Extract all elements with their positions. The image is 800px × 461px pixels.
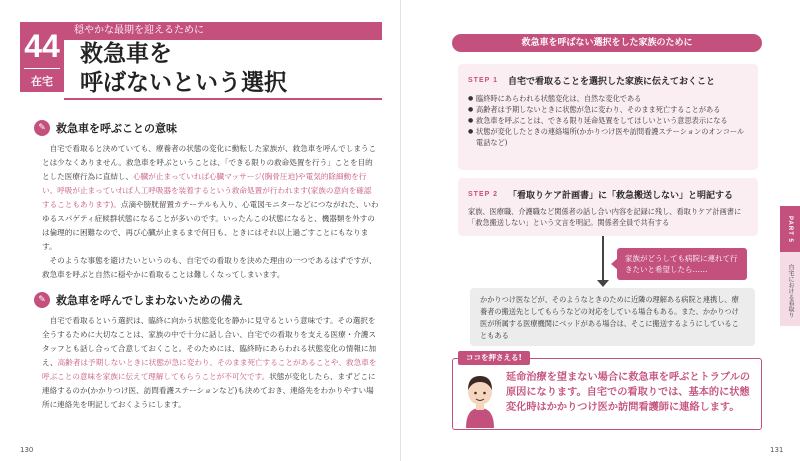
section-1-paragraph-1 (42, 142, 379, 254)
s2p1-text-a: 自宅で看取るという選択は、臨終に向かう状態変化を静かに見守るという意味です。その選択を全うするために大切なことは、家族の中で十分に話し合い、自宅での看取りを支える医療・介護スタッフとも話し合って合意しておくこと。そのためには、臨終時にあらわれる状態変化の情報に加え、 (42, 316, 377, 367)
page-title (80, 40, 287, 98)
down-arrow-icon (597, 280, 609, 287)
step-1-bullets (468, 93, 748, 148)
subtitle-bar: 穏やかな最期を迎えるために (64, 22, 382, 40)
s1p1-text-b: 点滴や膀胱留置カテーテルも入り、心電図モニターなどにつながれた、いわゆるスパゲティ症候群状態になることが多いのです。いったんこの状態になると、機器類を外すのは倫理的に困難なので、再び心臓が止まるまで何日も、ときにはそれ以上過ごすことにもなります。 (42, 200, 379, 251)
step-1-header (468, 69, 748, 91)
section-2-header (34, 292, 379, 308)
nurse-avatar-icon (460, 370, 500, 428)
title-line-2: 呼ばないという選択 (80, 70, 287, 96)
key-point-tag: ココを押さえる! (458, 351, 530, 365)
title-underline (64, 98, 382, 100)
step-2-header (468, 183, 748, 205)
step-2-box (458, 178, 758, 236)
bullet-item: ● 状態が変化したときの連絡場所(かかりつけ医や訪問看護ステーションのオンコール電話など) (468, 126, 748, 148)
step-2-body: 家族、医療職、介護職など関係者の話し合い内容を記録に残し、看取りケア計画書に「救急搬送しない」という文言を明記。関係者全員で共有する (468, 207, 742, 227)
section-2-paragraph-1 (42, 314, 379, 412)
callout-box: 家族がどうしても病院に連れて行きたいと希望したら…… (617, 248, 747, 280)
section-1-title: 救急車を呼ぶことの意味 (56, 122, 177, 135)
bullet-item: ● 臨終時にあらわれる状態変化は、自然な変化である (468, 93, 748, 104)
side-tab-chapter: 自宅における看取り (787, 264, 794, 318)
topic-category: 在宅 (24, 68, 60, 89)
step-1-title: 自宅で看取ることを選択した家族に伝えておくこと (508, 76, 716, 87)
title-line-1: 救急車を (80, 41, 172, 67)
bullet-item: ● 救急車を呼ぶことは、できる限り延命処置をしてほしいという意思表示になる (468, 115, 748, 126)
side-tab-part-label: PART 5 (780, 206, 800, 252)
pencil-icon: ✎ (34, 292, 50, 308)
page-gutter (400, 0, 401, 461)
section-1-header (34, 120, 379, 136)
s2p1-highlight: 高齢者は予期しないときに状態が急に変わり、そのまま死亡することがあることや、救急車を呼ぶことの意味を家族に伝えて理解してもらうことが不可欠です。 (42, 358, 377, 381)
s1p1-text-a: 自宅で看取ると決めていても、療養者の状態の変化に動転した家族が、救急車を呼んでしまうことは少なくありません。救急車を呼ぶということは、「できる限りの救命処置を行う」ことを目的とした医療行為に直結し、 (42, 144, 377, 181)
section-2-title: 救急車を呼んでしまわないための備え (56, 294, 243, 307)
page-number-right: 131 (770, 446, 784, 454)
step-1-box (458, 64, 758, 170)
page-number-left: 130 (20, 446, 34, 454)
section-1-paragraph-2: そのような事態を避けたいというのも、自宅での看取りを決めた理由の一つであるはずですが、救急車を呼ぶと自然に穏やかに看取ることは難しくなってしまいます。 (42, 256, 377, 279)
right-top-bar: 救急車を呼ばない選択をした家族のために (452, 34, 762, 52)
flow-arrow-line (602, 236, 604, 284)
s2p1-text-b: 状態が変化したら、まずどこに連絡するのか(かかりつけ医、訪問看護ステーションなど)も決めておき、連絡先をわかりやすい場所に連絡先を明記しておくようにします。 (42, 372, 376, 409)
pencil-icon: ✎ (34, 120, 50, 136)
left-column (34, 120, 379, 412)
key-point-text: 延命治療を望まない場合に救急車を呼ぶとトラブルの原因になります。自宅での看取りでは、基本的に状態変化時はかかりつけ医か訪問看護師に連絡します。 (506, 372, 751, 413)
topic-number: 44 (24, 28, 60, 64)
s1p1-highlight: 心臓が止まっていれば心臓マッサージ(胸骨圧迫)や電気的除細動を行い、呼吸が止まっていれば人工呼吸器を装着するという救命処置が行われます(家族の意向を確認することもあります)。 (42, 172, 372, 209)
bullet-item: ● 高齢者は予期しないときに状態が急に変わり、そのまま死亡することがある (468, 104, 748, 115)
step-2-title: 「看取りケア計画書」に「救急搬送しない」と明記する (508, 190, 734, 201)
step-1-badge: STEP 1 (468, 76, 498, 84)
topic-number-box (20, 22, 64, 92)
step-2-badge: STEP 2 (468, 190, 498, 198)
alternative-note-box: かかりつけ医などが、そのようなときのために近隣の理解ある病院と連携し、療養者の搬送先としてもらうなどの対応をしている場合もある。また、かかりつけ医が所属する医療機関にベッドがある場合は、そこに搬送するようにしていることもある (470, 288, 755, 346)
